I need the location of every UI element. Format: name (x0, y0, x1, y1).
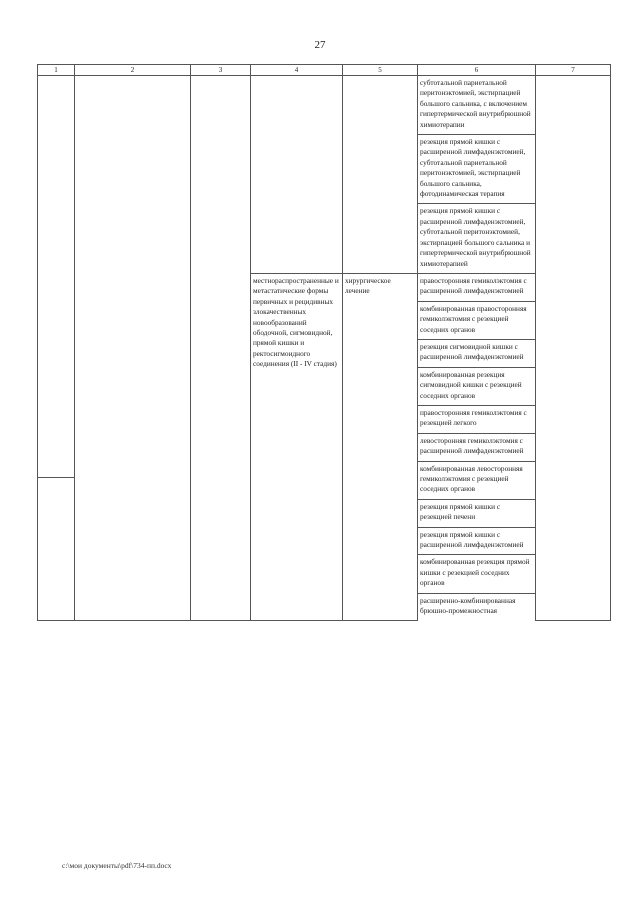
column-number-7: 7 (536, 65, 611, 76)
divider (38, 477, 74, 478)
cell-col3 (191, 76, 251, 621)
procedure-cell: расширенно-комбинированная брюшно-промежностная (418, 593, 536, 620)
procedures-table (37, 64, 611, 621)
diagnosis-cell: местнораспространенные и метастатические формы первичных и рецидивных злокачественных новообразований ободочной, сигмовидной, прямой кишки и ректосигмоидного соединения (II - IV стадия) (251, 273, 343, 620)
procedure-cell: правосторонняя гемиколэктомия с резекцией легкого (418, 405, 536, 433)
procedure-cell: комбинированная правосторонняя гемиколэктомия с резекцией соседних органов (418, 301, 536, 339)
procedure-cell: комбинированная резекция сигмовидной кишки с резекцией соседних органов (418, 367, 536, 405)
cell-col4-empty (251, 76, 343, 274)
column-number-row (38, 65, 611, 76)
column-number-2: 2 (75, 65, 191, 76)
procedure-cell: резекция прямой кишки с расширенной лимфаденэктомией, субтотальной перитонэктомией, экстирпацией большого сальника и гипертермической внутрибрюшной химиотерапией (418, 204, 536, 273)
column-number-4: 4 (251, 65, 343, 76)
cell-col7 (536, 76, 611, 621)
footer-file-path: c:\мои документы\pdf\734-пп.docx (62, 861, 172, 870)
procedure-cell: комбинированная левосторонняя гемиколэктомия с резекцией соседних органов (418, 461, 536, 499)
procedure-cell: субтотальной париетальной перитонэктомией, экстирпацией большого сальника, с включением гипертермической внутрибрюшной химиотерапии (418, 76, 536, 135)
procedure-cell: правосторонняя гемиколэктомия с расширенной лимфаденэктомией (418, 273, 536, 301)
column-number-5: 5 (343, 65, 418, 76)
procedure-cell: резекция прямой кишки с расширенной лимфаденэктомией (418, 527, 536, 555)
column-number-3: 3 (191, 65, 251, 76)
page-number: 27 (314, 39, 326, 51)
table-row (38, 76, 611, 135)
cell-col1 (38, 76, 75, 621)
cell-col5-empty (343, 76, 418, 274)
column-number-1: 1 (38, 65, 75, 76)
procedure-cell: резекция прямой кишки с расширенной лимфаденэктомией, субтотальной париетальной перитонэктомией, экстирпацией большого сальника, фотодинамическая терапия (418, 135, 536, 204)
procedure-cell: резекция сигмовидной кишки с расширенной лимфаденэктомией (418, 339, 536, 367)
procedure-cell: комбинированная резекция прямой кишки с резекцией соседних органов (418, 555, 536, 593)
column-number-6: 6 (418, 65, 536, 76)
procedure-cell: резекция прямой кишки с резекцией печени (418, 499, 536, 527)
treatment-cell: хирургическое лечение (343, 273, 418, 620)
cell-col2 (75, 76, 191, 621)
procedure-cell: левосторонняя гемиколэктомия с расширенной лимфаденэктомией (418, 433, 536, 461)
